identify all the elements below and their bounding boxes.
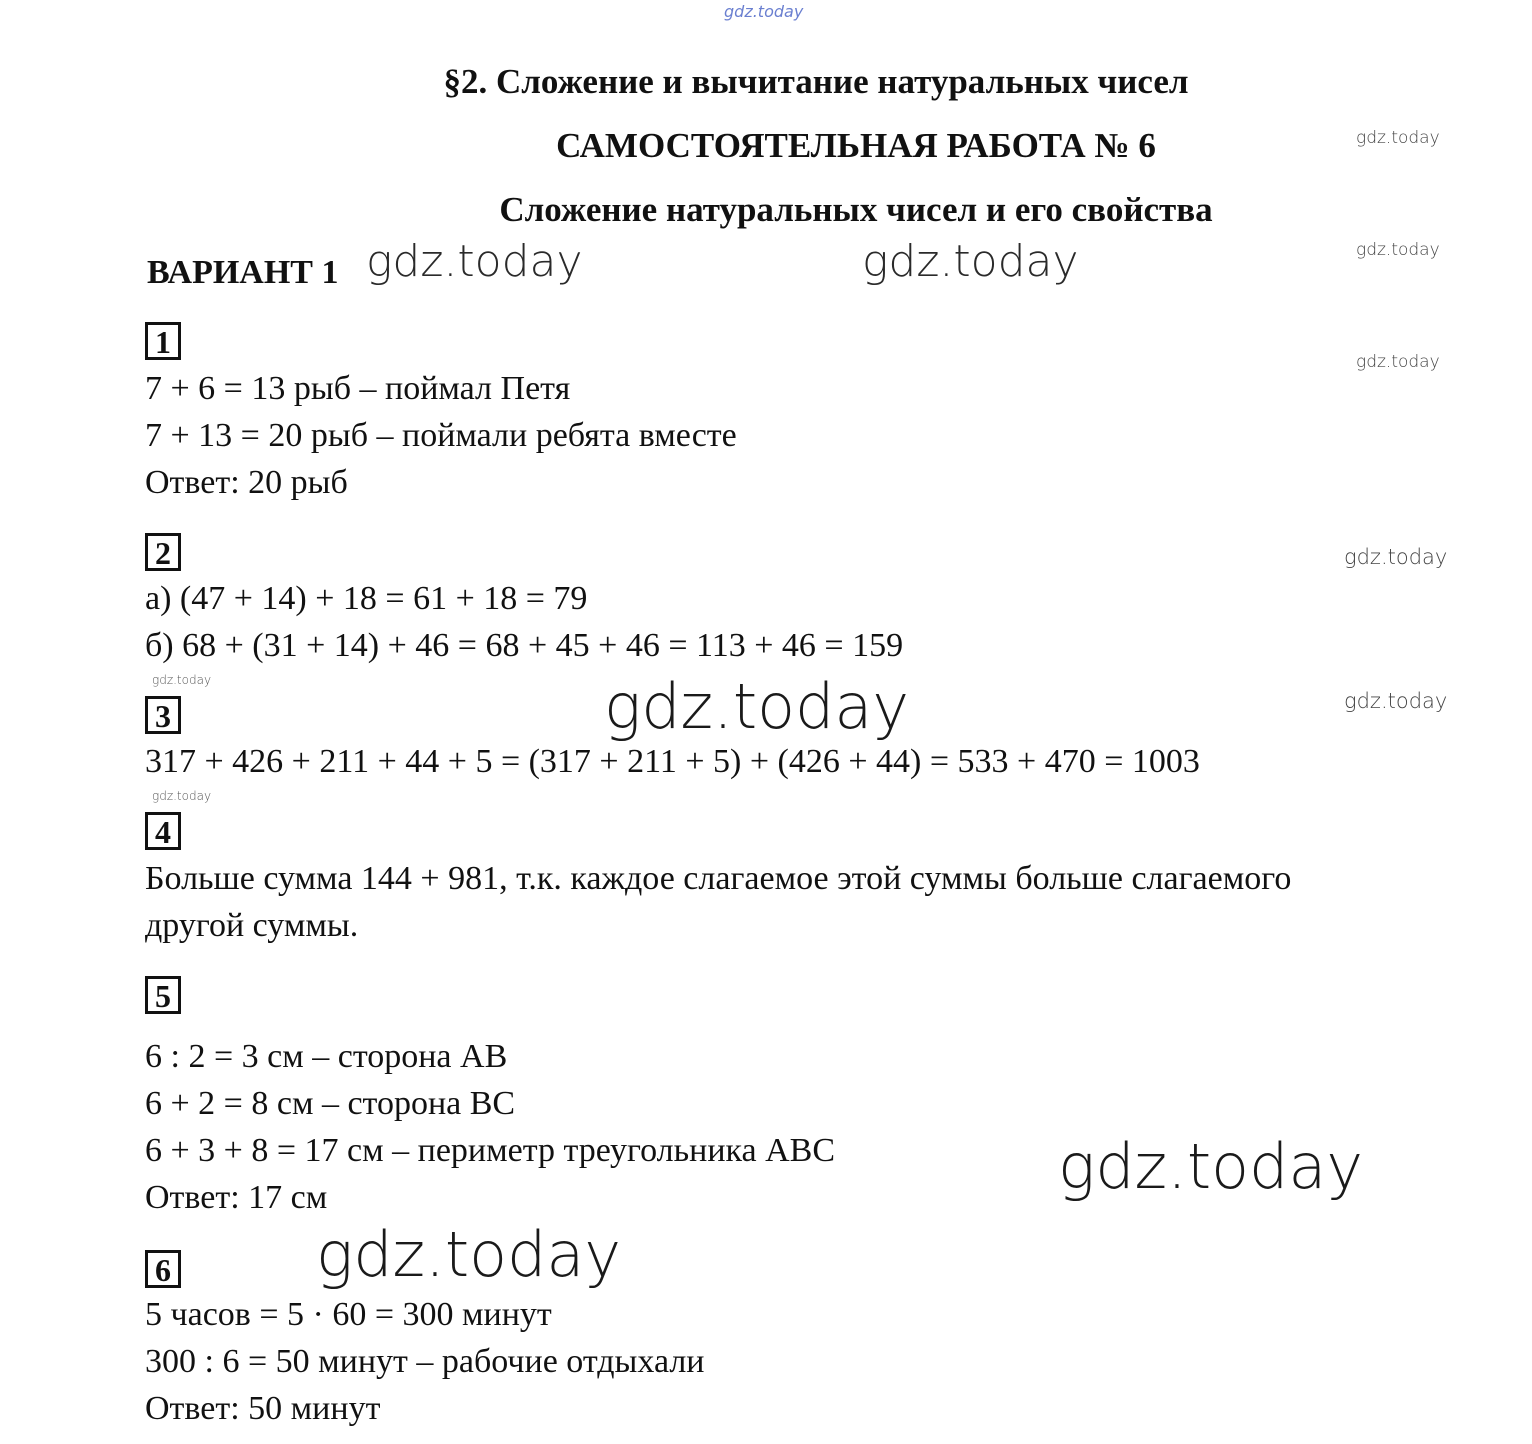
task-number-1: 1 [145, 322, 181, 360]
task6-answer: Ответ: 50 минут [145, 1390, 381, 1427]
watermark-large-2: gdz.today [1058, 1130, 1364, 1203]
watermark-right-3: gdz.today [1356, 352, 1440, 372]
task6-line-2: 300 : 6 = 50 минут – рабочие отдыхали [145, 1343, 705, 1380]
watermark-large-1: gdz.today [604, 670, 910, 743]
task1-answer: Ответ: 20 рыб [145, 464, 348, 501]
task-number-4: 4 [145, 812, 181, 850]
task1-line-1: 7 + 6 = 13 рыб – поймал Петя [145, 370, 571, 407]
watermark-right-4: gdz.today [1344, 545, 1448, 569]
task2-line-b: б) 68 + (31 + 14) + 46 = 68 + 45 + 46 = 113 + 46 = 159 [145, 627, 904, 664]
watermark-top: gdz.today [724, 2, 804, 21]
task-number-6: 6 [145, 1250, 181, 1288]
task-number-5: 5 [145, 976, 181, 1014]
task4-line-2: другой суммы. [145, 907, 359, 944]
work-title: САМОСТОЯТЕЛЬНАЯ РАБОТА № 6 [556, 126, 1156, 165]
topic-title: Сложение натуральных чисел и его свойства [499, 190, 1213, 229]
watermark-mid-1: gdz.today [366, 236, 583, 287]
task3-line-1: 317 + 426 + 211 + 44 + 5 = (317 + 211 + 5) + (426 + 44) = 533 + 470 = 1003 [145, 743, 1200, 780]
watermark-right-5: gdz.today [1344, 689, 1448, 713]
watermark-mid-2: gdz.today [862, 236, 1079, 287]
task1-line-2: 7 + 13 = 20 рыб – поймали ребята вместе [145, 417, 737, 454]
section-title: §2. Сложение и вычитание натуральных чисел [443, 62, 1189, 101]
task-number-2: 2 [145, 533, 181, 571]
watermark-right-2: gdz.today [1356, 240, 1440, 260]
task2-line-a: а) (47 + 14) + 18 = 61 + 18 = 79 [145, 580, 588, 617]
watermark-small-2: gdz.today [152, 789, 212, 803]
variant-label: ВАРИАНТ 1 [147, 254, 339, 291]
watermark-small-1: gdz.today [152, 673, 212, 687]
task4-line-1: Больше сумма 144 + 981, т.к. каждое слагаемое этой суммы больше слагаемого [145, 860, 1292, 897]
task5-line-3: 6 + 3 + 8 = 17 см – периметр треугольника АВС [145, 1132, 836, 1169]
task5-answer: Ответ: 17 см [145, 1179, 328, 1216]
watermark-right-1: gdz.today [1356, 128, 1440, 148]
task5-line-2: 6 + 2 = 8 см – сторона ВС [145, 1085, 516, 1122]
task6-line-1: 5 часов = 5 · 60 = 300 минут [145, 1296, 552, 1333]
task-number-3: 3 [145, 696, 181, 734]
watermark-large-3: gdz.today [316, 1218, 622, 1291]
task5-line-1: 6 : 2 = 3 см – сторона АВ [145, 1038, 508, 1075]
